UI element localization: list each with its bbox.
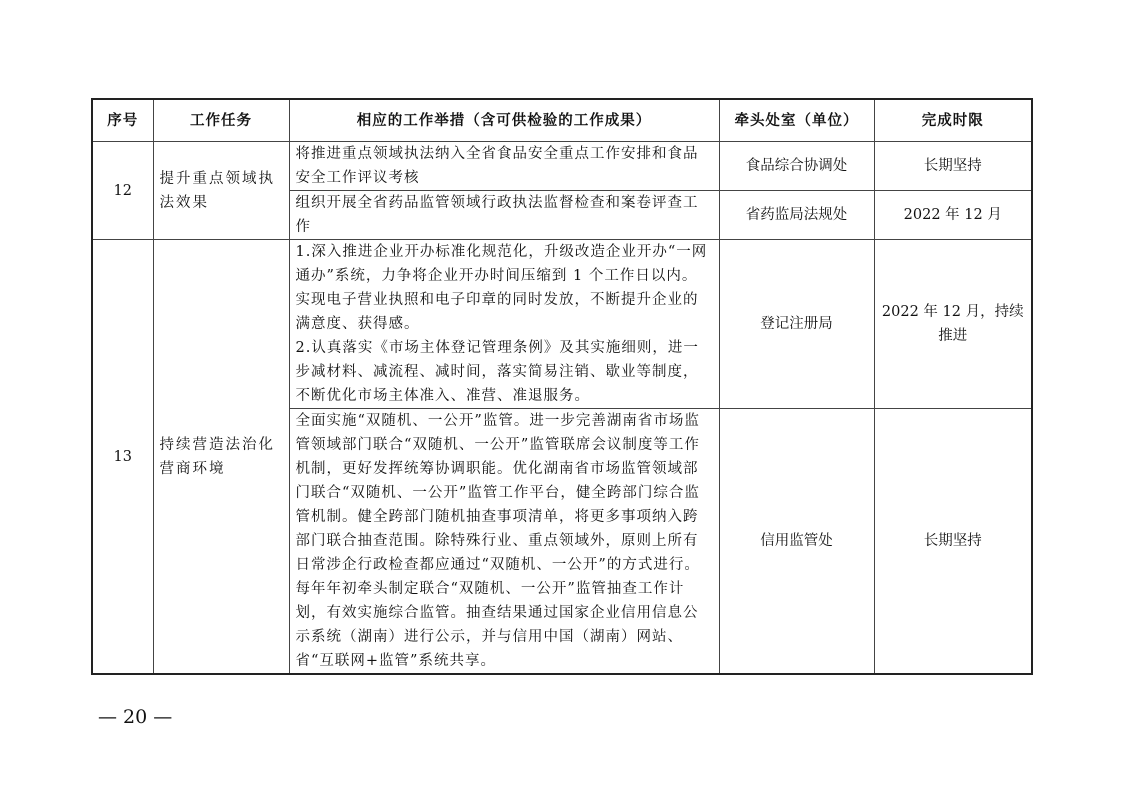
work-task-table [91, 98, 1033, 675]
header-measures: 相应的工作举措（含可供检验的工作成果） [289, 99, 719, 142]
cell-deadline: 2022 年 12 月 [874, 191, 1032, 240]
cell-measures [289, 240, 719, 409]
cell-task: 提升重点领域执法效果 [153, 142, 289, 240]
header-deadline: 完成时限 [874, 99, 1032, 142]
measure-text: 组织开展全省药品监管领域行政执法监督检查和案卷评查工作 [295, 195, 699, 235]
cell-measures [289, 142, 719, 191]
cell-lead: 省药监局法规处 [719, 191, 874, 240]
cell-measures [289, 191, 719, 240]
table-header-row [92, 99, 1032, 142]
cell-seq: 13 [92, 240, 153, 675]
page-number: — 20 — [98, 706, 173, 728]
cell-lead: 登记注册局 [719, 240, 874, 409]
header-seq: 序号 [92, 99, 153, 142]
measure-text: 1.深入推进企业开办标准化规范化，升级改造企业开办“一网通办”系统，力争将企业开办时间压缩到 1 个工作日以内。实现电子营业执照和电子印章的同时发放，不断提升企业的满意度、获得感。 [295, 244, 708, 332]
cell-deadline: 2022 年 12 月，持续推进 [874, 240, 1032, 409]
header-task: 工作任务 [153, 99, 289, 142]
cell-deadline: 长期坚持 [874, 409, 1032, 675]
header-lead: 牵头处室（单位） [719, 99, 874, 142]
cell-lead: 信用监管处 [719, 409, 874, 675]
table-row [92, 142, 1032, 191]
cell-deadline: 长期坚持 [874, 142, 1032, 191]
cell-measures [289, 409, 719, 675]
cell-lead: 食品综合协调处 [719, 142, 874, 191]
measure-text: 将推进重点领域执法纳入全省食品安全重点工作安排和食品安全工作评议考核 [295, 146, 699, 186]
measure-text: 2.认真落实《市场主体登记管理条例》及其实施细则，进一步减材料、减流程、减时间，落实简易注销、歇业等制度，不断优化市场主体准入、准营、准退服务。 [295, 340, 699, 404]
table-row [92, 240, 1032, 409]
measure-text: 全面实施“双随机、一公开”监管。进一步完善湖南省市场监管领域部门联合“双随机、一公开”监管联席会议制度等工作机制，更好发挥统筹协调职能。优化湖南省市场监管领域部门联合“双随机、一公开”监管工作平台，健全跨部门综合监管机制。健全跨部门随机抽查事项清单，将更多事项纳入跨部门联合抽查范围。除特殊行业、重点领域外，原则上所有日常涉企行政检查都应通过“双随机、一公开”的方式进行。每年年初牵头制定联合“双随机、一公开”监管抽查工作计划，有效实施综合监管。抽查结果通过国家企业信用信息公示系统（湖南）进行公示，并与信用中国（湖南）网站、省“互联网+监管”系统共享。 [295, 413, 700, 669]
cell-task: 持续营造法治化营商环境 [153, 240, 289, 675]
cell-seq: 12 [92, 142, 153, 240]
